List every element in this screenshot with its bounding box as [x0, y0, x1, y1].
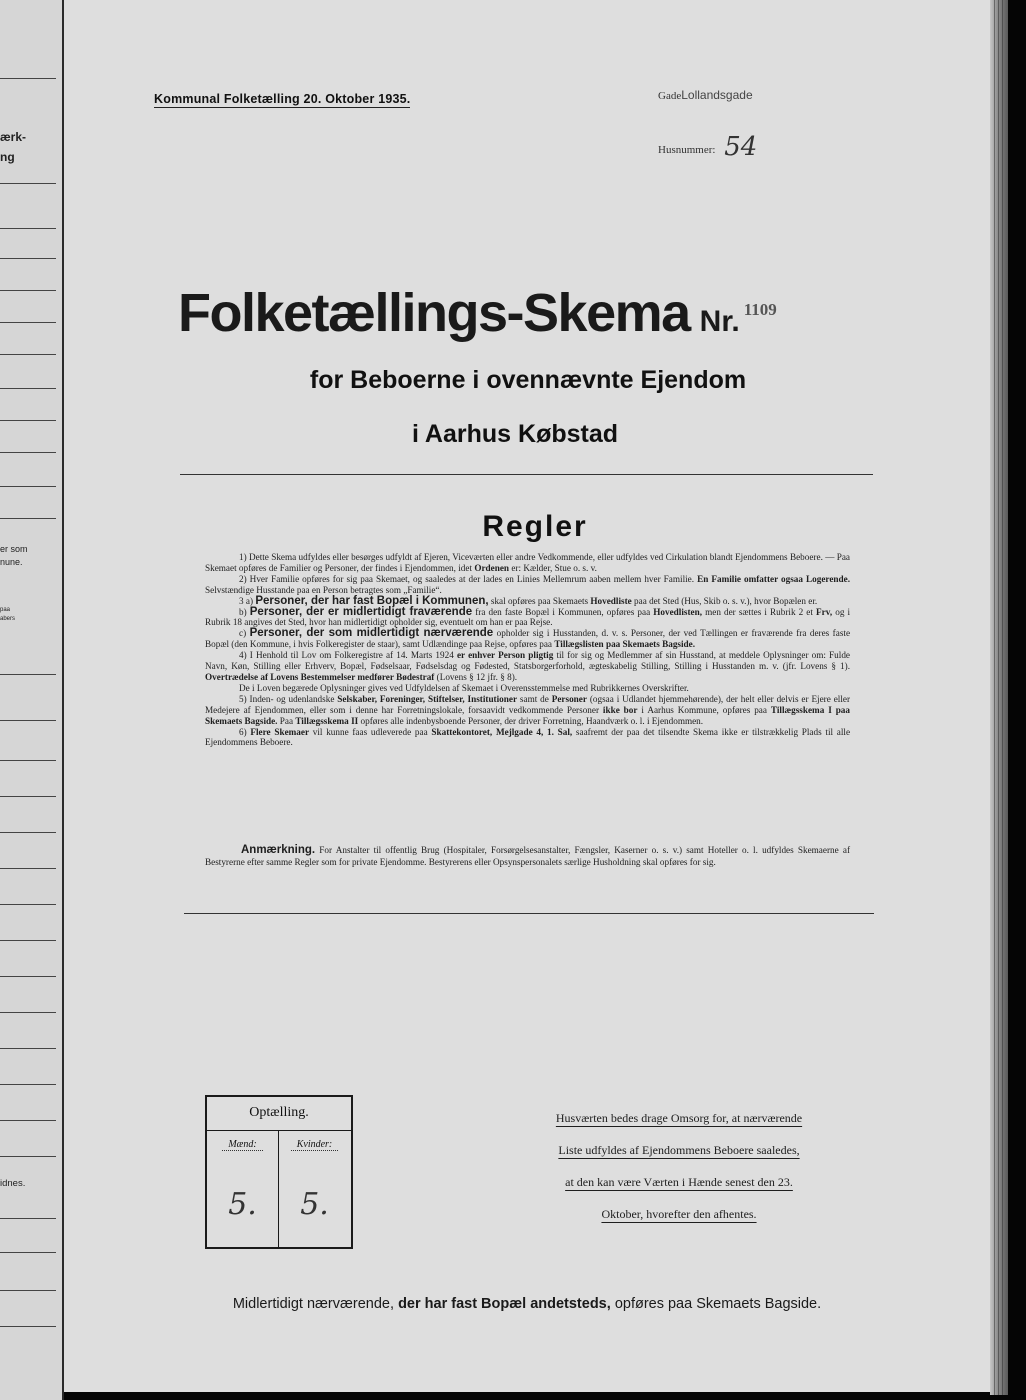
landlord-note: [495, 1102, 863, 1230]
divider: [180, 474, 873, 475]
rule-2: 2) Hver Familie opføres for sig paa Skemaet, og saaledes at der lades en Linies Mellemrum aaben mellem hver Familie. En Familie omfatter ogsaa Logerende. Selvstændige Husstande paa en Person betragtes som „Familie“.: [205, 573, 850, 595]
remark: [205, 845, 850, 868]
left-rule: [0, 720, 56, 721]
note-line: Husværten bedes drage Omsorg for, at nærværende: [555, 1111, 803, 1125]
street-field: [658, 88, 753, 102]
left-rule: [0, 904, 56, 905]
left-fragment: er som: [0, 544, 28, 554]
note-line: Liste udfyldes af Ejendommens Beboere saaledes,: [558, 1143, 800, 1157]
right-page-edge: [990, 0, 1008, 1395]
form-subtitle: for Beboerne i ovennævnte Ejendom: [309, 366, 747, 394]
left-rule: [0, 832, 56, 833]
left-rule: [0, 183, 56, 184]
left-rule: [0, 452, 56, 453]
men-column-header: Mænd:: [207, 1139, 278, 1150]
left-rule: [0, 228, 56, 229]
men-count: 5.: [228, 1187, 257, 1222]
note-line: at den kan være Værten i Hænde senest den 23.: [565, 1175, 793, 1189]
rule-3c: c) Personer, der som midlertidigt nærværende opholder sig i Husstanden, d. v. s. Personer, der ved Tællingen er fraværende fra deres faste Bopæl (den Kommune, i hvis Folkeregister de staar), samt Udlændinge paa Rejse, opføres paa Tillægslisten paa Skemaets Bagside.: [205, 627, 851, 650]
left-rule: [0, 1326, 56, 1327]
rule-3b: b) Personer, der er midlertidigt fraværende fra den faste Bopæl i Kommunen, opføres paa Hovedlisten, men der sættes i Rubrik 2 et Frv, og i Rubrik 18 angives det Sted, hvor han midlertidigt opholder sig, eventuelt om han er paa Rejse.: [205, 605, 851, 628]
left-rule: [0, 1290, 56, 1291]
rule-6: 6) Flere Skemaer vil kunne faas udleverede paa Skattekontoret, Mejlgade 4, 1. Sal, saafremt der paa det tilsendte Skema ikke er tilstrækkelig Plads til alle Ejendommens Beboere.: [205, 726, 851, 748]
women-count: 5.: [300, 1187, 329, 1222]
note-line: Oktober, hvorefter den afhentes.: [601, 1207, 757, 1221]
left-fragment: ærk-: [0, 130, 27, 144]
left-rule: [0, 486, 56, 487]
count-box: [205, 1095, 353, 1249]
census-header-text: Kommunal Folketælling 20. Oktober 1935.: [154, 92, 411, 106]
house-number-value: 54: [724, 132, 758, 162]
rule-4-cont: De i Loven begærede Oplysninger gives ved Udfyldelsen af Skemaet i Overensstemmelse med Rubrikkernes Overskrifter.: [239, 682, 689, 693]
rule-3a: 3 a) Personer, der har fast Bopæl i Kommunen, skal opføres paa Skemaets Hovedliste paa det Sted (Hus, Skib o. s. v.), hvor Bopælen er.: [239, 594, 818, 607]
form-title-main: Folketællings-Skema: [178, 283, 690, 343]
footer-note: Midlertidigt nærværende, der har fast Bopæl andetsteds, opføres paa Skemaets Bagside.: [232, 1296, 822, 1312]
census-header: [154, 92, 410, 106]
left-rule: [0, 760, 56, 761]
left-rule: [0, 1012, 56, 1013]
remark-label: Anmærkning.: [241, 844, 316, 856]
left-rule: [0, 674, 56, 675]
left-rule: [0, 976, 56, 977]
left-rule: [0, 1252, 56, 1253]
street-label: Gade: [658, 90, 682, 102]
house-number-field: [658, 130, 757, 160]
left-fragment: abers: [0, 616, 16, 622]
left-rule: [0, 1156, 56, 1157]
left-rule: [0, 1048, 56, 1049]
left-page-edge: [0, 0, 64, 1400]
divider: [184, 913, 874, 914]
women-column-header: Kvinder:: [279, 1139, 350, 1150]
left-rule: [0, 1218, 56, 1219]
left-rule: [0, 258, 56, 259]
form-subtitle-city: i Aarhus Købstad: [411, 420, 619, 448]
form-number-label: Nr.: [699, 305, 740, 338]
left-fragment: ng: [0, 150, 15, 164]
left-rule: [0, 868, 56, 869]
left-rule: [0, 1084, 56, 1085]
rules-heading: Regler: [482, 510, 588, 543]
form-title: [178, 282, 777, 344]
rule-5: 5) Inden- og udenlandske Selskaber, Foreninger, Stiftelser, Institutioner samt de Personer (ogsaa i Udlandet hjemmehørende), der helt eller delvis er Ejere eller Medejere af Ejendommen, eller som i denne har Forretningslokale, forsaavidt vedkommende Personer ikke bor i Aarhus Kommune, opføres paa Tillægsskema I paa Skemaets Bagside. Paa Tillægsskema II opføres alle indenbysboende Personer, der driver Forretning, Haandværk o. l. i Ejendommen.: [205, 693, 851, 726]
remark-text: For Anstalter til offentlig Brug (Hospitaler, Forsørgelsesanstalter, Fængsler, Kaserner o. s. v.) samt Hoteller o. l. udfyldes Skemaerne af Bestyrerne efter samme Regler som for private Ejendomme. Bestyrerens eller Opsynspersonalets særlige Husholdning skal opføres for sig.: [205, 845, 850, 867]
rules-body: [205, 552, 850, 748]
count-box-title: Optælling.: [249, 1105, 309, 1120]
left-rule: [0, 1120, 56, 1121]
left-rule: [0, 940, 56, 941]
left-rule: [0, 290, 56, 291]
left-fragment: paa: [0, 607, 11, 613]
rule-4: 4) I Henhold til Lov om Folkeregistre af 14. Marts 1924 er enhver Person pligtig til for sig og Medlemmer af sin Husstand, at meddele Oplysninger om: Fulde Navn, Køn, Stilling eller Erhverv, Bopæl, Fødselsaar, Fødselsdag og Fødested, Statsborgerforhold, ægteskabelig Stilling, Stilling i Husstanden m. v. (jfr. Lovens § 1). Overtrædelse af Lovens Bestemmelser medfører Bødestraf (Lovens § 12 jfr. § 8).: [205, 650, 850, 682]
left-rule: [0, 78, 56, 79]
left-fragment: nune.: [0, 557, 23, 567]
rule-1: 1) Dette Skema udfyldes eller besørges udfyldt af Ejeren, Viceværten eller andre Vedkommende, eller udfyldes ved Cirkulation blandt Ejendommens Beboere. — Paa Skemaet opføres de Familier og Personer, der findes i Ejendommen, idet Ordenen er: Kælder, Stue o. s. v.: [205, 552, 850, 573]
form-number-value: 1109: [743, 300, 777, 319]
house-number-label: Husnummer:: [658, 144, 716, 156]
left-rule: [0, 796, 56, 797]
left-fragment: idnes.: [0, 1178, 26, 1189]
left-rule: [0, 322, 56, 323]
left-rule: [0, 354, 56, 355]
street-value: Lollandsgade: [681, 88, 753, 102]
